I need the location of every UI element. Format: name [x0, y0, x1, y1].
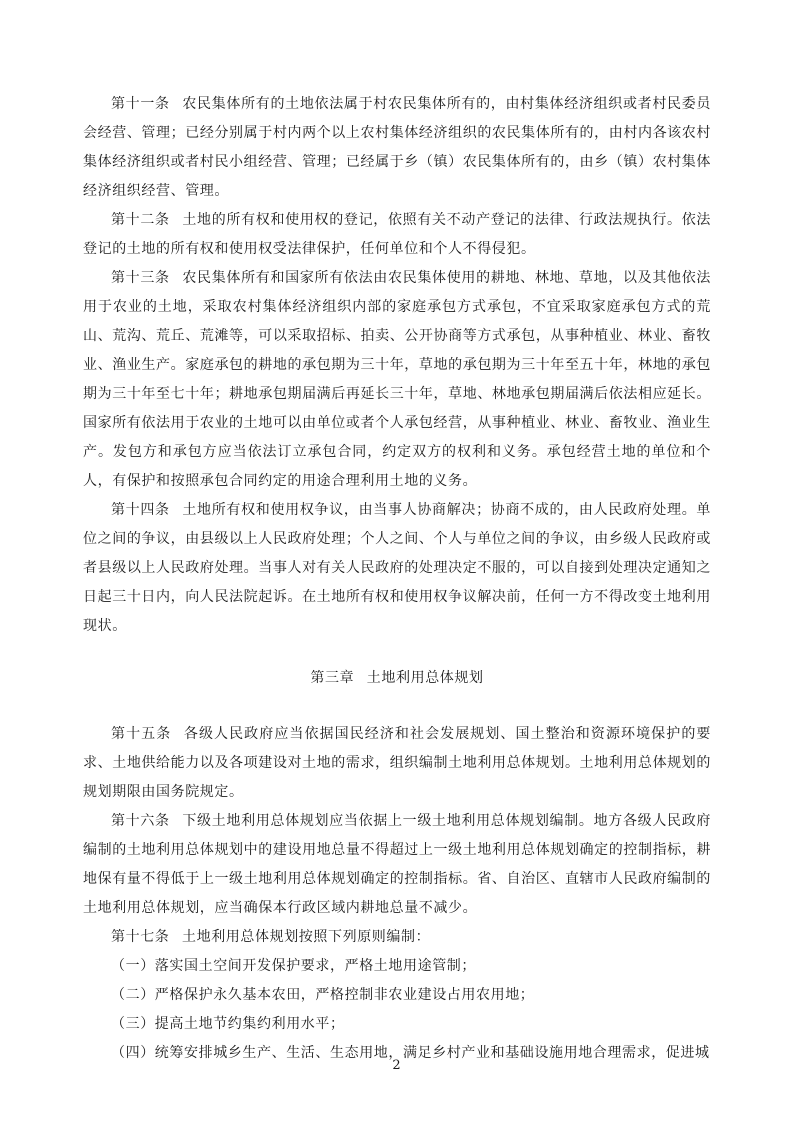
article-label: 第十六条	[111, 813, 170, 829]
article-14	[83, 496, 711, 641]
page-number: 2	[392, 1058, 401, 1073]
article-label: 第十一条	[111, 96, 170, 112]
article-label: 第十三条	[111, 270, 170, 286]
article-text: 土地利用总体规划按照下列原则编制：	[182, 929, 431, 945]
article-label: 第十二条	[111, 212, 170, 228]
article-12	[83, 206, 711, 264]
list-item: （四）统筹安排城乡生产、生活、生态用地，满足乡村产业和基础设施用地合理需求，促进城	[111, 1045, 710, 1061]
article-label: 第十四条	[111, 502, 170, 518]
document-page	[83, 90, 711, 1068]
article-15	[83, 720, 711, 807]
list-item: （三）提高土地节约集约利用水平；	[111, 1016, 345, 1032]
article-text: 农民集体所有和国家所有依法由农民集体使用的耕地、林地、草地，以及其他依法用于农业的土地，采取农村集体经济组织内部的家庭承包方式承包，不宜采取家庭承包方式的荒山、荒沟、荒丘、荒滩等，可以采取招标、拍卖、公开协商等方式承包，从事种植业、林业、畜牧业、渔业生产。家庭承包的耕地的承包期为三十年，草地的承包期为三十年至五十年，林地的承包期为三十年至七十年；耕地承包期届满后再延长三十年，草地、林地承包期届满后依法相应延长。国家所有依法用于农业的土地可以由单位或者个人承包经营，从事种植业、林业、畜牧业、渔业生产。发包方和承包方应当依法订立承包合同，约定双方的权利和义务。承包经营土地的单位和个人，有保护和按照承包合同约定的用途合理利用土地的义务。	[83, 270, 711, 489]
article-text: 下级土地利用总体规划应当依据上一级土地利用总体规划编制。地方各级人民政府编制的土地利用总体规划中的建设用地总量不得超过上一级土地利用总体规划确定的控制指标，耕地保有量不得低于上一级土地利用总体规划确定的控制指标。省、自治区、直辖市人民政府编制的土地利用总体规划，应当确保本行政区域内耕地总量不减少。	[83, 813, 711, 916]
chapter-heading	[83, 664, 711, 693]
list-item: （一）落实国土空间开发保护要求，严格土地用途管制；	[111, 958, 476, 974]
article-17	[83, 923, 711, 952]
list-item: （二）严格保护永久基本农田，严格控制非农业建设占用农用地；	[111, 987, 535, 1003]
article-label: 第十五条	[111, 726, 172, 742]
article-16	[83, 807, 711, 923]
chapter-label: 第三章	[310, 670, 355, 686]
article-text: 农民集体所有的土地依法属于村农民集体所有的，由村集体经济组织或者村民委员会经营、管理；已经分别属于村内两个以上农村集体经济组织的农民集体所有的，由村内各该农村集体经济组织或者村民小组经营、管理；已经属于乡（镇）农民集体所有的，由乡（镇）农村集体经济组织经营、管理。	[83, 96, 711, 199]
article-11	[83, 90, 711, 206]
article-text: 土地所有权和使用权争议，由当事人协商解决；协商不成的，由人民政府处理。单位之间的争议，由县级以上人民政府处理；个人之间、个人与单位之间的争议，由乡级人民政府或者县级以上人民政府处理。当事人对有关人民政府的处理决定不服的，可以自接到处理决定通知之日起三十日内，向人民法院起诉。在土地所有权和使用权争议解决前，任何一方不得改变土地利用现状。	[83, 502, 711, 634]
article-text: 各级人民政府应当依据国民经济和社会发展规划、国土整治和资源环境保护的要求、土地供给能力以及各项建设对土地的需求，组织编制土地利用总体规划。土地利用总体规划的规划期限由国务院规定。	[83, 726, 711, 800]
article-label: 第十七条	[111, 929, 170, 945]
chapter-title: 土地利用总体规划	[366, 670, 484, 686]
article-text: 土地的所有权和使用权的登记，依照有关不动产登记的法律、行政法规执行。依法登记的土地的所有权和使用权受法律保护，任何单位和个人不得侵犯。	[83, 212, 711, 257]
article-13	[83, 264, 711, 496]
